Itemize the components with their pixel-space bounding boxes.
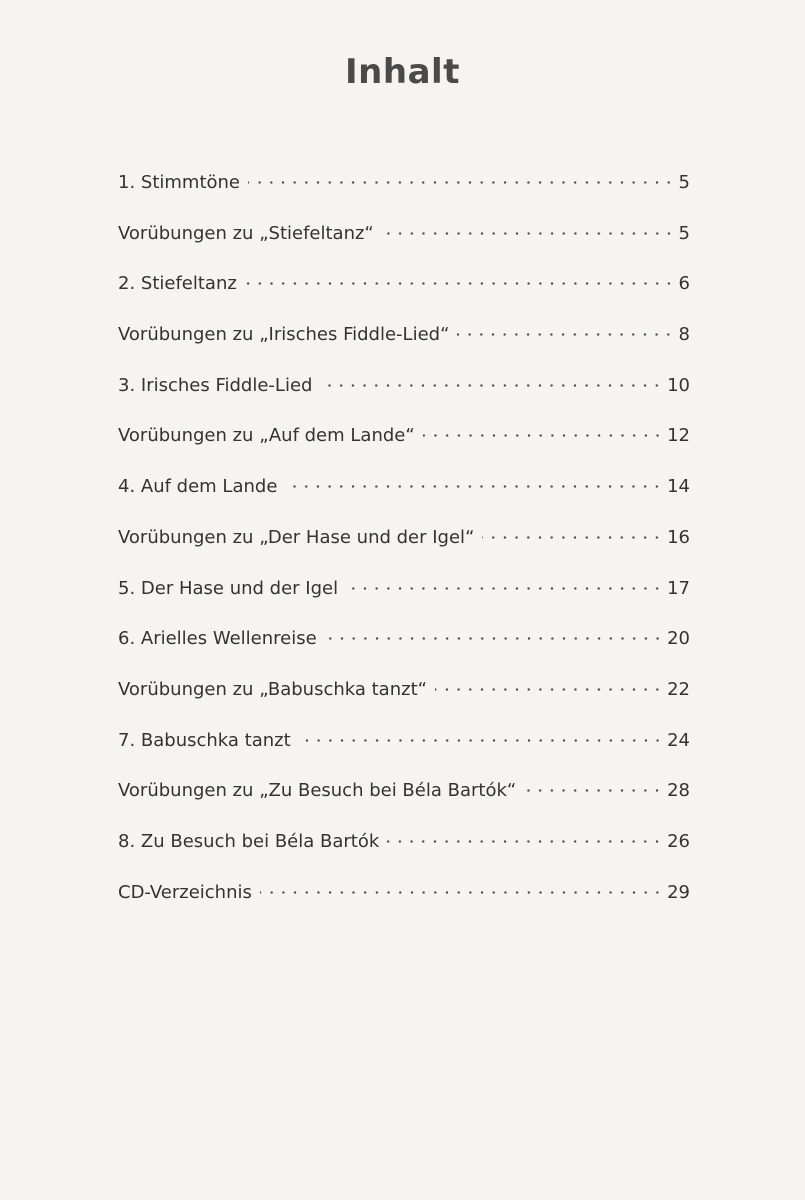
toc-dot-leader xyxy=(423,417,663,441)
toc-entry-label: Vorübungen zu „Auf dem Lande“ xyxy=(118,425,415,447)
toc-dot-leader xyxy=(387,823,663,847)
toc-entry xyxy=(118,874,690,925)
toc-entry xyxy=(118,671,690,722)
toc-entry xyxy=(118,265,690,316)
toc-entry-label: Vorübungen zu „Babuschka tanzt“ xyxy=(118,678,427,700)
toc-dot-leader xyxy=(524,772,663,796)
toc-entry xyxy=(118,570,690,621)
toc-entry-label: Vorübungen zu „Irisches Fiddle-Lied“ xyxy=(118,324,450,346)
toc-dot-leader xyxy=(260,874,663,898)
toc-dot-leader xyxy=(382,215,675,239)
toc-entry-label: Vorübungen zu „Stiefeltanz“ xyxy=(118,222,374,244)
toc-entry xyxy=(118,620,690,671)
toc-dot-leader xyxy=(285,468,663,492)
toc-entry-page: 16 xyxy=(667,526,690,548)
toc-entry-page: 8 xyxy=(678,324,690,346)
toc-entry xyxy=(118,823,690,874)
toc-dot-leader xyxy=(320,367,663,391)
toc-entry xyxy=(118,367,690,418)
table-of-contents xyxy=(118,164,690,924)
toc-dot-leader xyxy=(346,570,663,594)
toc-entry-page: 28 xyxy=(667,780,690,802)
toc-entry xyxy=(118,417,690,468)
toc-entry-page: 14 xyxy=(667,476,690,498)
toc-entry xyxy=(118,215,690,266)
toc-entry-page: 17 xyxy=(667,577,690,599)
toc-entry-page: 26 xyxy=(667,830,690,852)
toc-entry-label: 7. Babuschka tanzt xyxy=(118,729,291,751)
toc-entry-page: 10 xyxy=(667,374,690,396)
toc-entry-page: 29 xyxy=(667,881,690,903)
toc-entry-page: 22 xyxy=(667,678,690,700)
toc-entry-label: 8. Zu Besuch bei Béla Bartók xyxy=(118,830,380,852)
toc-entry-page: 5 xyxy=(678,222,690,244)
toc-entry-label: 1. Stimmtöne xyxy=(118,172,241,193)
toc-entry-label: Vorübungen zu „Zu Besuch bei Béla Bartók“ xyxy=(118,780,517,802)
toc-dot-leader xyxy=(482,519,663,543)
toc-entry-label: 2. Stiefeltanz xyxy=(118,273,237,295)
toc-entry xyxy=(118,722,690,773)
toc-entry-label: CD-Verzeichnis xyxy=(118,881,252,903)
toc-entry-page: 12 xyxy=(667,425,690,447)
toc-entry-page: 5 xyxy=(678,172,690,193)
toc-entry xyxy=(118,164,690,215)
toc-entry-label: 3. Irisches Fiddle-Lied xyxy=(118,374,313,396)
toc-entry-page: 24 xyxy=(667,729,690,751)
toc-dot-leader xyxy=(457,316,674,340)
toc-entry-label: 4. Auf dem Lande xyxy=(118,476,278,498)
toc-entry-page: 6 xyxy=(678,273,690,295)
toc-dot-leader xyxy=(299,722,663,746)
toc-dot-leader xyxy=(245,265,675,289)
toc-entry-label: 6. Arielles Wellenreise xyxy=(118,628,317,650)
toc-entry-label: Vorübungen zu „Der Hase und der Igel“ xyxy=(118,526,475,548)
toc-entry xyxy=(118,316,690,367)
toc-dot-leader xyxy=(435,671,663,695)
toc-entry-page: 20 xyxy=(667,628,690,650)
toc-entry-label: 5. Der Hase und der Igel xyxy=(118,577,339,599)
toc-dot-leader xyxy=(325,620,663,644)
toc-entry xyxy=(118,772,690,823)
toc-entry xyxy=(118,468,690,519)
page-title: Inhalt xyxy=(345,52,460,92)
toc-dot-leader xyxy=(248,164,675,188)
toc-entry xyxy=(118,519,690,570)
